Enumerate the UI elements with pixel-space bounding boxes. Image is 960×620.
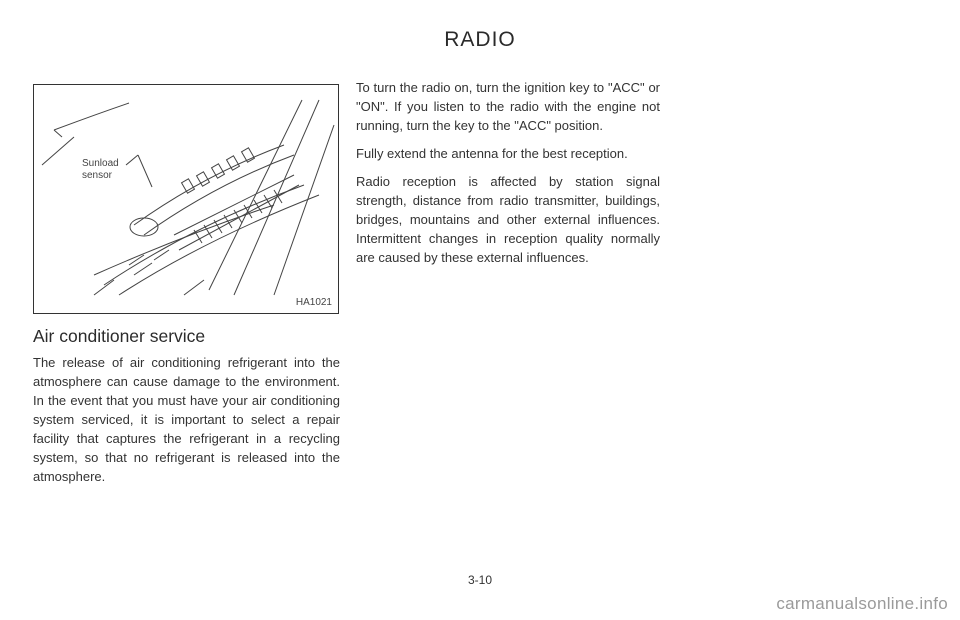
- radio-text-column: [356, 78, 660, 276]
- label-line-2: sensor: [82, 170, 113, 181]
- page-title: RADIO: [444, 28, 516, 51]
- radio-paragraph-3: Radio reception is affected by station signal strength, distance from radio transmitter, buildings, bridges, mountains and other external influences. Intermittent changes in reception quality normally are caused by these external influences.: [356, 174, 660, 265]
- figure-id: HA1021: [295, 297, 332, 308]
- sunload-sensor-figure: [33, 84, 339, 314]
- watermark: carmanualsonline.info: [776, 594, 948, 613]
- sunload-sensor-label: [82, 158, 119, 182]
- page-number: 3-10: [467, 573, 493, 587]
- radio-paragraph-2: Fully extend the antenna for the best reception.: [356, 146, 628, 161]
- label-line-1: Sunload: [82, 158, 119, 169]
- air-conditioner-paragraph: The release of air conditioning refrigerant into the atmosphere can cause damage to the environment. In the event that you must have your air conditioning system serviced, it is important to select a repair facility that captures the refrigerant in a recycling system, so that no refrigerant is released into the atmosphere.: [33, 355, 340, 484]
- section-title-air-conditioner: Air conditioner service: [33, 326, 206, 346]
- dashboard-illustration: [34, 85, 339, 314]
- radio-paragraph-1: To turn the radio on, turn the ignition key to "ACC" or "ON". If you listen to the radio with the engine not running, turn the key to the "ACC" position.: [356, 80, 660, 133]
